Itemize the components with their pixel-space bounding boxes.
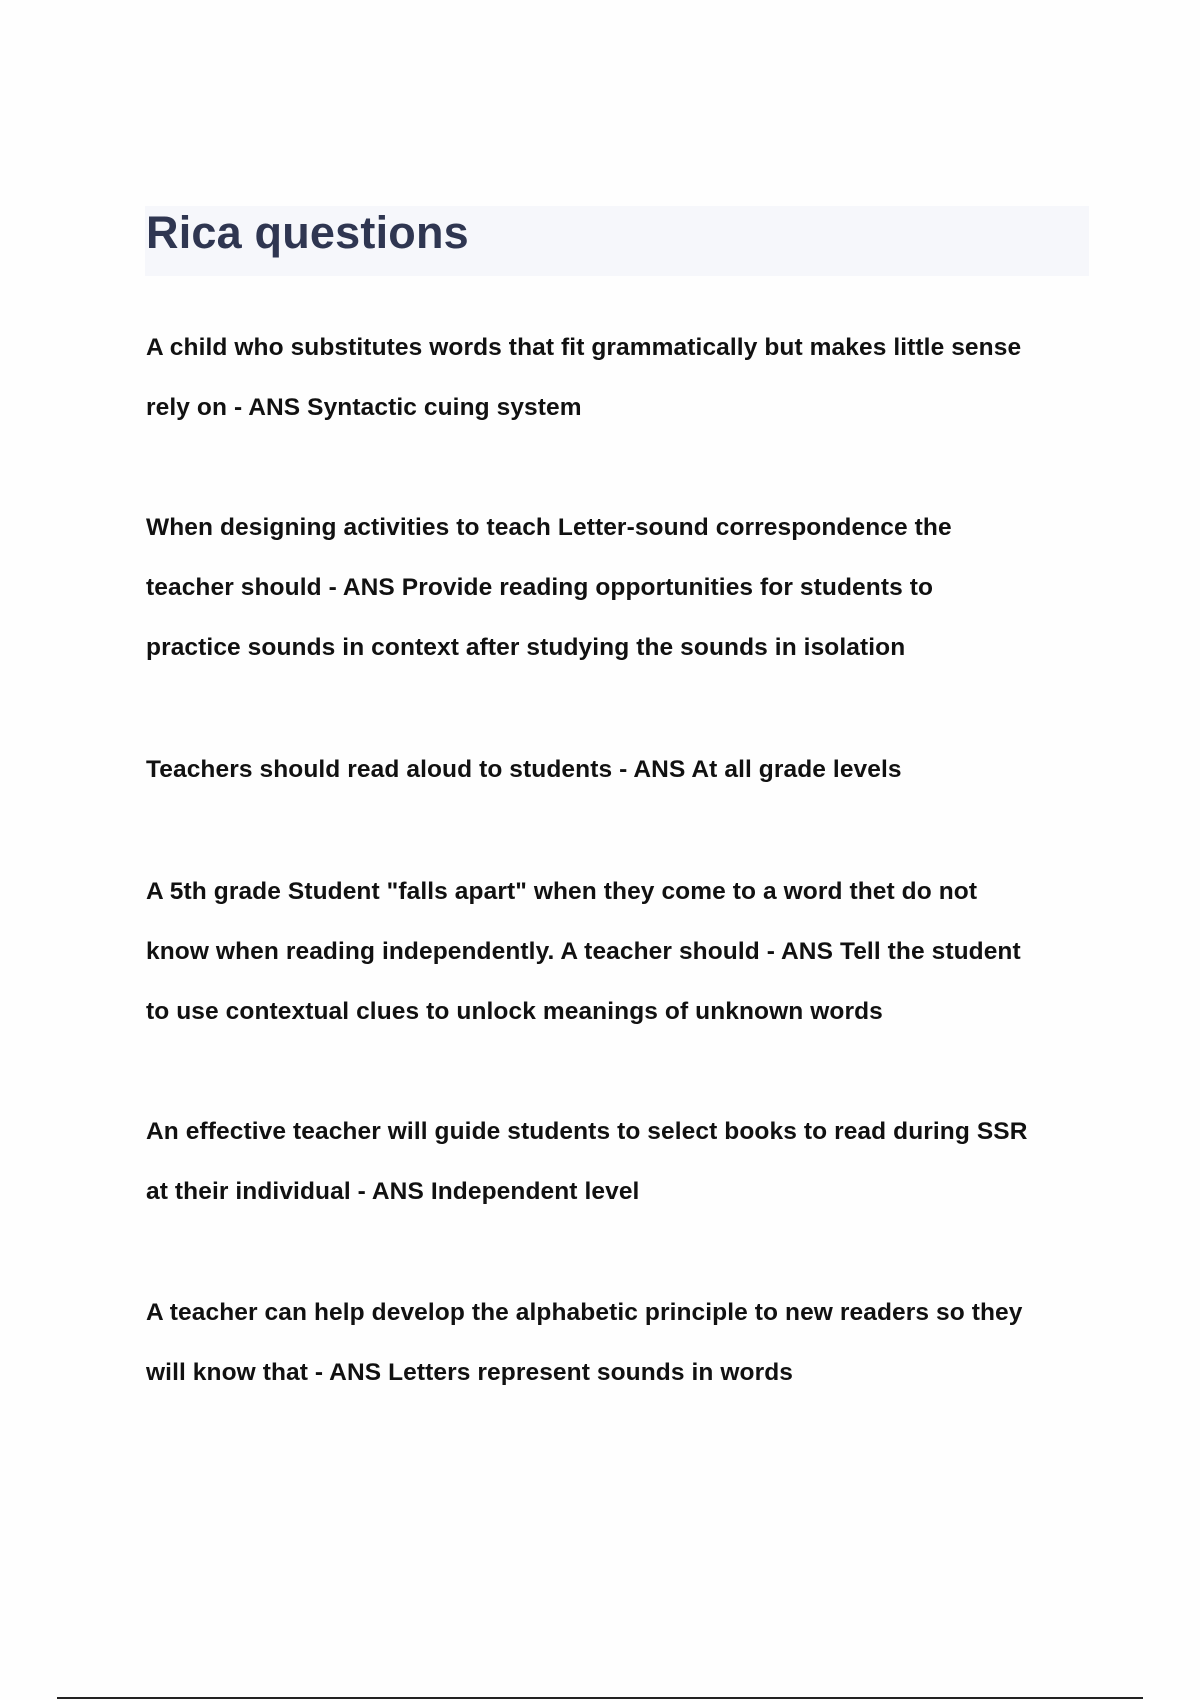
- qa-item-line: An effective teacher will guide students to select books to read during SSR: [146, 1118, 1028, 1145]
- qa-item-line: at their individual - ANS Independent level: [146, 1178, 640, 1205]
- qa-item: [146, 1283, 1106, 1403]
- qa-item: [146, 498, 1106, 678]
- qa-item: [146, 318, 1106, 438]
- qa-item-line: know when reading independently. A teacher should - ANS Tell the student: [146, 938, 1021, 965]
- footer-divider: [57, 1697, 1143, 1699]
- qa-item-line: to use contextual clues to unlock meanings of unknown words: [146, 998, 883, 1025]
- page-title: Rica questions: [146, 207, 469, 258]
- qa-item: [146, 740, 1106, 800]
- qa-item-line: A 5th grade Student "falls apart" when they come to a word thet do not: [146, 878, 978, 905]
- qa-item-line: A child who substitutes words that fit grammatically but makes little sense: [146, 334, 1022, 361]
- qa-item-line: Teachers should read aloud to students - ANS At all grade levels: [146, 756, 902, 783]
- qa-item-line: practice sounds in context after studying the sounds in isolation: [146, 634, 906, 661]
- qa-item: [146, 862, 1106, 1042]
- qa-item-line: rely on - ANS Syntactic cuing system: [146, 394, 582, 421]
- qa-item-line: teacher should - ANS Provide reading opportunities for students to: [146, 574, 934, 601]
- qa-item-line: will know that - ANS Letters represent sounds in words: [146, 1359, 794, 1386]
- qa-item-line: A teacher can help develop the alphabetic principle to new readers so they: [146, 1299, 1023, 1326]
- qa-item-line: When designing activities to teach Letter-sound correspondence the: [146, 514, 952, 541]
- qa-item: [146, 1102, 1106, 1222]
